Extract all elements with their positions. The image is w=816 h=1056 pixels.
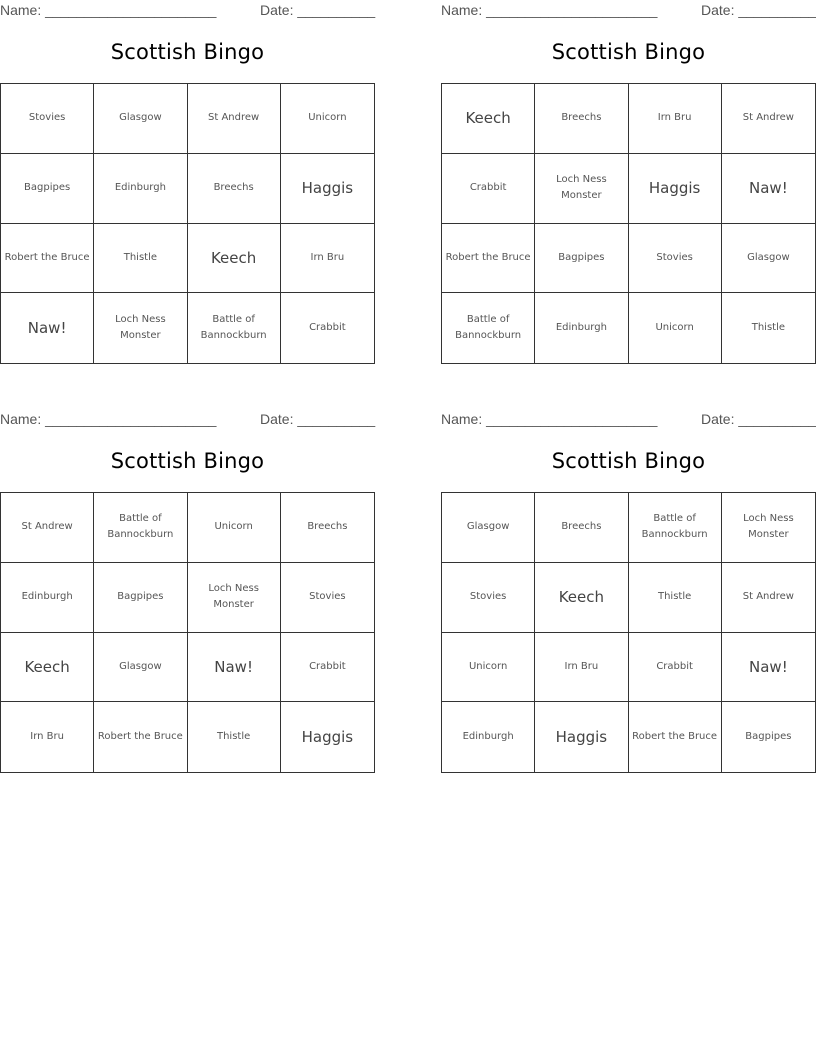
bingo-cell: Bagpipes bbox=[745, 731, 792, 743]
bingo-cell: Glasgow bbox=[94, 633, 187, 703]
bingo-cell: Irn Bru bbox=[1, 702, 94, 772]
bingo-cell: St Andrew bbox=[722, 563, 815, 633]
bingo-cell: Thistle bbox=[751, 322, 786, 334]
bingo-cell: St Andrew bbox=[1, 493, 94, 563]
bingo-cell: Naw! bbox=[1, 293, 94, 363]
bingo-cell: Naw! bbox=[188, 633, 281, 703]
name-field[interactable]: Name: ______________________ bbox=[441, 2, 658, 18]
bingo-cell: Keech bbox=[535, 563, 628, 633]
date-field[interactable]: Date: __________ bbox=[260, 411, 376, 427]
bingo-cell: Bagpipes bbox=[535, 224, 628, 294]
name-field[interactable]: Name: ______________________ bbox=[441, 411, 658, 427]
bingo-cell: Keech bbox=[1, 633, 94, 703]
bingo-cell: Bagpipes bbox=[94, 563, 187, 633]
bingo-cell: Crabbit bbox=[442, 154, 535, 224]
bingo-cell: Loch Ness Monster bbox=[94, 293, 187, 363]
bingo-cell: Keech bbox=[188, 224, 281, 294]
bingo-cell: Crabbit bbox=[629, 633, 722, 703]
bingo-cell: Irn Bru bbox=[535, 633, 628, 703]
bingo-cell: Glasgow bbox=[94, 84, 187, 154]
bingo-cell: Battle of Bannockburn bbox=[188, 293, 281, 363]
bingo-card bbox=[0, 0, 375, 372]
name-field[interactable]: Name: ______________________ bbox=[0, 2, 217, 18]
bingo-cell: Edinburgh bbox=[442, 702, 535, 772]
bingo-cell: Robert the Bruce bbox=[629, 702, 722, 772]
date-field[interactable]: Date: __________ bbox=[701, 2, 816, 18]
date-field[interactable]: Date: __________ bbox=[260, 2, 376, 18]
bingo-cell: St Andrew bbox=[188, 84, 281, 154]
bingo-cell: Loch Ness Monster bbox=[535, 154, 628, 224]
bingo-cell: Breechs bbox=[281, 493, 374, 563]
bingo-cell: Keech bbox=[442, 84, 535, 154]
bingo-cell: Thistle bbox=[94, 224, 187, 294]
bingo-grid bbox=[441, 492, 816, 773]
bingo-cell: Haggis bbox=[535, 702, 628, 772]
bingo-cell: Battle of Bannockburn bbox=[442, 293, 535, 363]
bingo-cell: Irn Bru bbox=[629, 84, 722, 154]
bingo-card bbox=[0, 409, 375, 781]
bingo-cell: Crabbit bbox=[309, 322, 346, 334]
card-title: Scottish Bingo bbox=[551, 449, 706, 473]
bingo-cell: Edinburgh bbox=[1, 563, 94, 633]
bingo-cell: Haggis bbox=[629, 154, 722, 224]
bingo-cell: Stovies bbox=[1, 84, 94, 154]
bingo-cell: Battle of Bannockburn bbox=[94, 493, 187, 563]
bingo-cell: Battle of Bannockburn bbox=[629, 493, 722, 563]
card-title: Scottish Bingo bbox=[110, 40, 265, 64]
bingo-card bbox=[441, 0, 816, 372]
bingo-cell: Thistle bbox=[629, 563, 722, 633]
bingo-cell: Haggis bbox=[301, 728, 354, 747]
bingo-cell: Glasgow bbox=[442, 493, 535, 563]
bingo-cell: Robert the Bruce bbox=[442, 224, 535, 294]
bingo-cell: Haggis bbox=[281, 154, 374, 224]
bingo-cell: Robert the Bruce bbox=[1, 224, 94, 294]
bingo-cell: Thistle bbox=[188, 702, 281, 772]
bingo-cell: Naw! bbox=[722, 633, 815, 703]
bingo-cell: Breechs bbox=[188, 154, 281, 224]
bingo-cell: Robert the Bruce bbox=[94, 702, 187, 772]
card-title: Scottish Bingo bbox=[110, 449, 265, 473]
bingo-cell: Breechs bbox=[535, 84, 628, 154]
bingo-grid bbox=[0, 492, 375, 773]
card-title: Scottish Bingo bbox=[551, 40, 706, 64]
bingo-cell: St Andrew bbox=[722, 84, 815, 154]
bingo-cell: Edinburgh bbox=[535, 293, 628, 363]
bingo-cell: Stovies bbox=[442, 563, 535, 633]
bingo-cell: Stovies bbox=[281, 563, 374, 633]
bingo-cell: Glasgow bbox=[722, 224, 815, 294]
bingo-cell: Irn Bru bbox=[281, 224, 374, 294]
bingo-cell: Naw! bbox=[722, 154, 815, 224]
bingo-cell: Bagpipes bbox=[1, 154, 94, 224]
bingo-grid bbox=[441, 83, 816, 364]
bingo-cell: Unicorn bbox=[442, 633, 535, 703]
bingo-cell: Unicorn bbox=[188, 493, 281, 563]
bingo-cell: Breechs bbox=[535, 493, 628, 563]
bingo-card bbox=[441, 409, 816, 781]
bingo-cell: Crabbit bbox=[281, 633, 374, 703]
bingo-cell: Loch Ness Monster bbox=[188, 563, 281, 633]
bingo-cell: Loch Ness Monster bbox=[722, 493, 815, 563]
date-field[interactable]: Date: __________ bbox=[701, 411, 816, 427]
name-field[interactable]: Name: ______________________ bbox=[0, 411, 217, 427]
bingo-cell: Stovies bbox=[629, 224, 722, 294]
bingo-cell: Edinburgh bbox=[94, 154, 187, 224]
bingo-cell: Unicorn bbox=[629, 293, 722, 363]
bingo-grid bbox=[0, 83, 375, 364]
bingo-cell: Unicorn bbox=[281, 84, 374, 154]
